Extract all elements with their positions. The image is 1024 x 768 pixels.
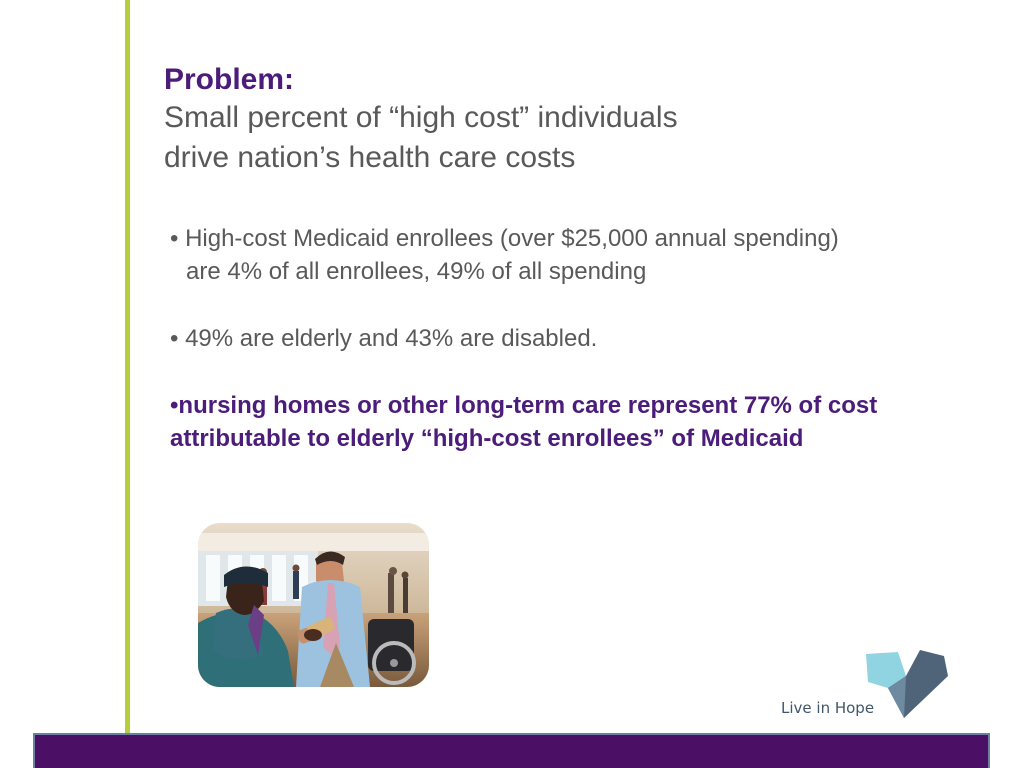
accent-bar	[125, 0, 130, 733]
bullet-list	[170, 222, 980, 455]
bullet-nursing-homes: •nursing homes or other long-term care represent 77% of cost attributable to elderly “high-cost enrollees” of Medicaid	[170, 392, 878, 452]
slide-title: Problem:	[164, 63, 295, 96]
footer-bar	[33, 733, 990, 768]
slide-subtitle-line-2: drive nation’s health care costs	[164, 141, 576, 174]
logo-text: Live in Hope	[781, 699, 875, 717]
slide-subtitle-line-1: Small percent of “high cost” individuals	[164, 101, 678, 134]
bullet-high-cost-enrollees: • High-cost Medicaid enrollees (over $25,000 annual spending) are 4% of all enrollees, 49% of all spending	[170, 225, 839, 285]
caregiver-photo	[198, 523, 429, 687]
slide-title-block	[164, 62, 964, 178]
bullet-elderly-disabled: • 49% are elderly and 43% are disabled.	[170, 325, 598, 352]
heart-logo-icon	[862, 648, 948, 720]
